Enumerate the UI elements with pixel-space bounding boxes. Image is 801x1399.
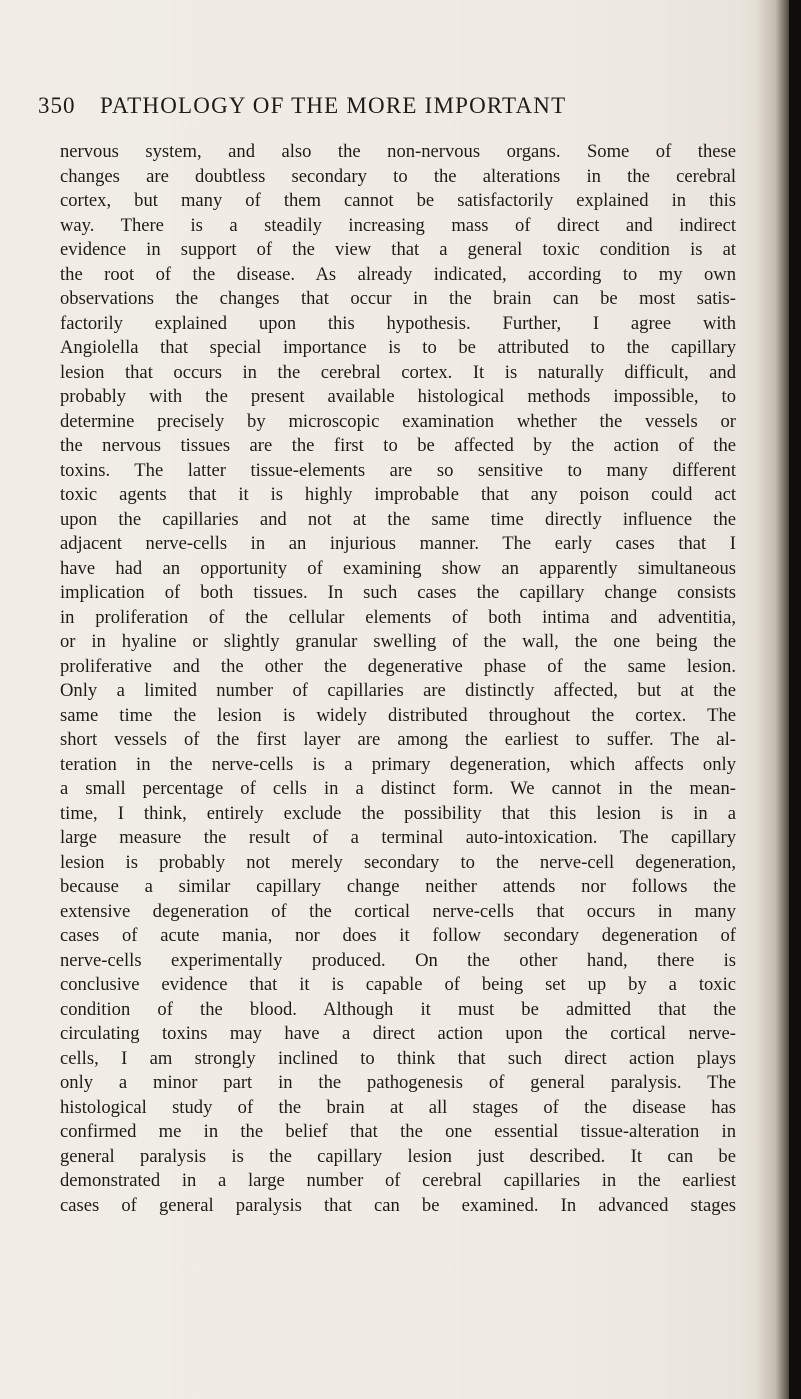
text-line: in proliferation of the cellular elements of both intima and adventitia, [60, 606, 736, 628]
text-line: a small percentage of cells in a distinct form. We cannot in the mean- [60, 778, 736, 799]
binding-edge [789, 0, 801, 1399]
text-line: the root of the disease. As already indicated, according to my own [60, 263, 736, 285]
text-line: toxic agents that it is highly improbable that any poison could act [60, 484, 736, 505]
text-line: conclusive evidence that it is capable of being set up by a toxic [60, 974, 736, 995]
text-line: or in hyaline or slightly granular swelling of the wall, the one being the [60, 631, 736, 652]
text-line: the nervous tissues are the first to be affected by the action of the [60, 435, 736, 456]
text-line: short vessels of the first layer are among the earliest to suffer. The al- [60, 729, 736, 750]
text-line: circulating toxins may have a direct action upon the cortical nerve- [60, 1023, 736, 1044]
text-line: factorily explained upon this hypothesis. Further, I agree with [60, 312, 736, 334]
text-line: cases of acute mania, nor does it follow secondary degeneration of [60, 925, 736, 946]
text-line: Only a limited number of capillaries are distinctly affected, but at the [60, 680, 736, 701]
text-line: time, I think, entirely exclude the possibility that this lesion is in a [60, 802, 736, 824]
text-line: evidence in support of the view that a general toxic condition is at [60, 239, 736, 260]
text-line: extensive degeneration of the cortical nerve-cells that occurs in many [60, 900, 736, 922]
text-line: cortex, but many of them cannot be satisfactorily explained in this [60, 190, 736, 211]
text-line: nervous system, and also the non-nervous organs. Some of these [60, 141, 736, 162]
text-line: histological study of the brain at all stages of the disease has [60, 1096, 736, 1118]
text-line: changes are doubtless secondary to the alterations in the cerebral [60, 165, 736, 187]
running-title: PATHOLOGY OF THE MORE IMPORTANT [100, 93, 567, 118]
text-line: toxins. The latter tissue-elements are so sensitive to many different [60, 459, 736, 481]
text-line: determine precisely by microscopic examination whether the vessels or [60, 410, 736, 432]
text-line: because a similar capillary change neither attends nor follows the [60, 876, 736, 897]
text-line: general paralysis is the capillary lesion just described. It can be [60, 1145, 736, 1167]
text-line: have had an opportunity of examining show an apparently simultaneous [60, 557, 736, 579]
text-line: upon the capillaries and not at the same time directly influence the [60, 508, 736, 530]
text-line: probably with the present available histological methods impossible, to [60, 386, 736, 407]
text-line: proliferative and the other the degenerative phase of the same lesion. [60, 655, 736, 677]
text-line: cells, I am strongly inclined to think that such direct action plays [60, 1047, 736, 1069]
running-header [38, 93, 738, 133]
text-line: demonstrated in a large number of cerebral capillaries in the earliest [60, 1170, 736, 1191]
text-line: large measure the result of a terminal auto-intoxication. The capillary [60, 827, 736, 848]
text-line: same time the lesion is widely distributed throughout the cortex. The [60, 704, 736, 726]
text-line: lesion is probably not merely secondary to the nerve-cell degeneration, [60, 851, 736, 873]
text-line: way. There is a steadily increasing mass of direct and indirect [60, 214, 736, 236]
text-line: Angiolella that special importance is to be attributed to the capillary [60, 337, 736, 358]
text-line: observations the changes that occur in the brain can be most satis- [60, 288, 736, 309]
body-text [60, 140, 736, 1218]
text-line: teration in the nerve-cells is a primary degeneration, which affects only [60, 753, 736, 775]
text-line: confirmed me in the belief that the one essential tissue-alteration in [60, 1121, 736, 1142]
text-line: lesion that occurs in the cerebral cortex. It is naturally difficult, and [60, 361, 736, 383]
text-line: nerve-cells experimentally produced. On the other hand, there is [60, 949, 736, 971]
text-line: cases of general paralysis that can be examined. In advanced stages [60, 1194, 736, 1216]
text-line: condition of the blood. Although it must be admitted that the [60, 998, 736, 1020]
text-line: implication of both tissues. In such cases the capillary change consists [60, 582, 736, 603]
text-line: only a minor part in the pathogenesis of general paralysis. The [60, 1072, 736, 1093]
text-line: adjacent nerve-cells in an injurious manner. The early cases that I [60, 533, 736, 554]
page-number: 350 [38, 93, 76, 118]
